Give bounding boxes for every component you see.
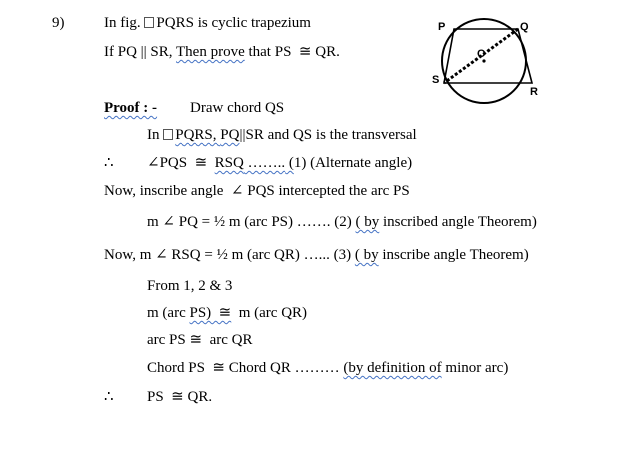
proof-line-2-b: 1) (Alternate angle) (293, 155, 413, 171)
proof-line-1-a: In (147, 127, 164, 143)
proof-line-7-b: m (arc QR) (231, 305, 308, 321)
proof-line-4-a: m ∠ PQ = ½ m (arc PS) ……. (2) (147, 214, 356, 230)
proof-line-1-b: ||SR and QS is the transversal (239, 127, 417, 143)
therefore-symbol-1: ∴ (104, 155, 114, 171)
proof-line-7 (147, 304, 307, 322)
label-s: S (432, 74, 440, 86)
proof-line-9-b: minor arc) (441, 360, 509, 376)
question-line-2-underlined: Then prove (176, 44, 245, 60)
proof-line-7-a: m (arc (147, 305, 190, 321)
proof-line-2-a: ∠PQS ≅ (147, 155, 215, 171)
proof-line-7-underlined: PS) ≅ (189, 305, 232, 321)
proof-line-5-underlined: ( by (354, 247, 379, 263)
label-q: Q (520, 21, 529, 33)
label-o: O (477, 48, 486, 60)
question-line-1-rest: PQRS is cyclic trapezium (156, 15, 311, 31)
label-r: R (530, 86, 538, 98)
question-number: 9) (52, 15, 65, 31)
question-line-2 (104, 43, 340, 61)
label-p: P (438, 21, 446, 33)
proof-line-2 (147, 154, 412, 172)
cyclic-trapezium-figure (430, 15, 550, 115)
proof-line-2-dots: …….. (243, 155, 286, 171)
therefore-symbol-2: ∴ (104, 389, 114, 405)
proof-line-9-underlined: (by definition of (343, 360, 442, 376)
question-line-2-a: If PQ || SR, (104, 44, 176, 60)
proof-line-4 (147, 213, 537, 231)
proof-line-8: arc PS ≅ arc QR (147, 332, 253, 348)
proof-line-1-underlined-2: PQ (220, 127, 240, 143)
proof-label: Proof : - (104, 100, 158, 116)
proof-line-5-a: Now, m ∠ RSQ = ½ m (arc QR) …... (3) (104, 247, 355, 263)
proof-line-5 (104, 246, 529, 264)
proof-line-4-underlined: ( by (355, 214, 380, 230)
proof-line-10: PS ≅ QR. (147, 389, 213, 405)
quadrilateral-icon (163, 129, 173, 140)
proof-line-4-b: inscribed angle Theorem) (379, 214, 537, 230)
proof-line-1-underlined-1: PQRS, (175, 127, 221, 143)
proof-line-3: Now, inscribe angle ∠ PQS intercepted the arc PS (104, 183, 410, 199)
question-line-2-b: that PS ≅ QR. (244, 44, 340, 60)
proof-step-0: Draw chord QS (190, 100, 285, 116)
proof-line-6: From 1, 2 & 3 (147, 278, 233, 294)
proof-line-1 (147, 126, 417, 144)
question-line-1-prefix: In fig. (104, 15, 145, 31)
proof-line-2-underlined-1: RSQ (214, 155, 244, 171)
question-line-1 (104, 14, 311, 32)
proof-line-5-b: inscribe angle Theorem) (378, 247, 529, 263)
proof-line-9-a: Chord PS ≅ Chord QR ……… (147, 360, 344, 376)
proof-line-9 (147, 359, 508, 377)
proof-line-2-underlined-2: ( (285, 155, 294, 171)
quadrilateral-icon (144, 17, 154, 28)
